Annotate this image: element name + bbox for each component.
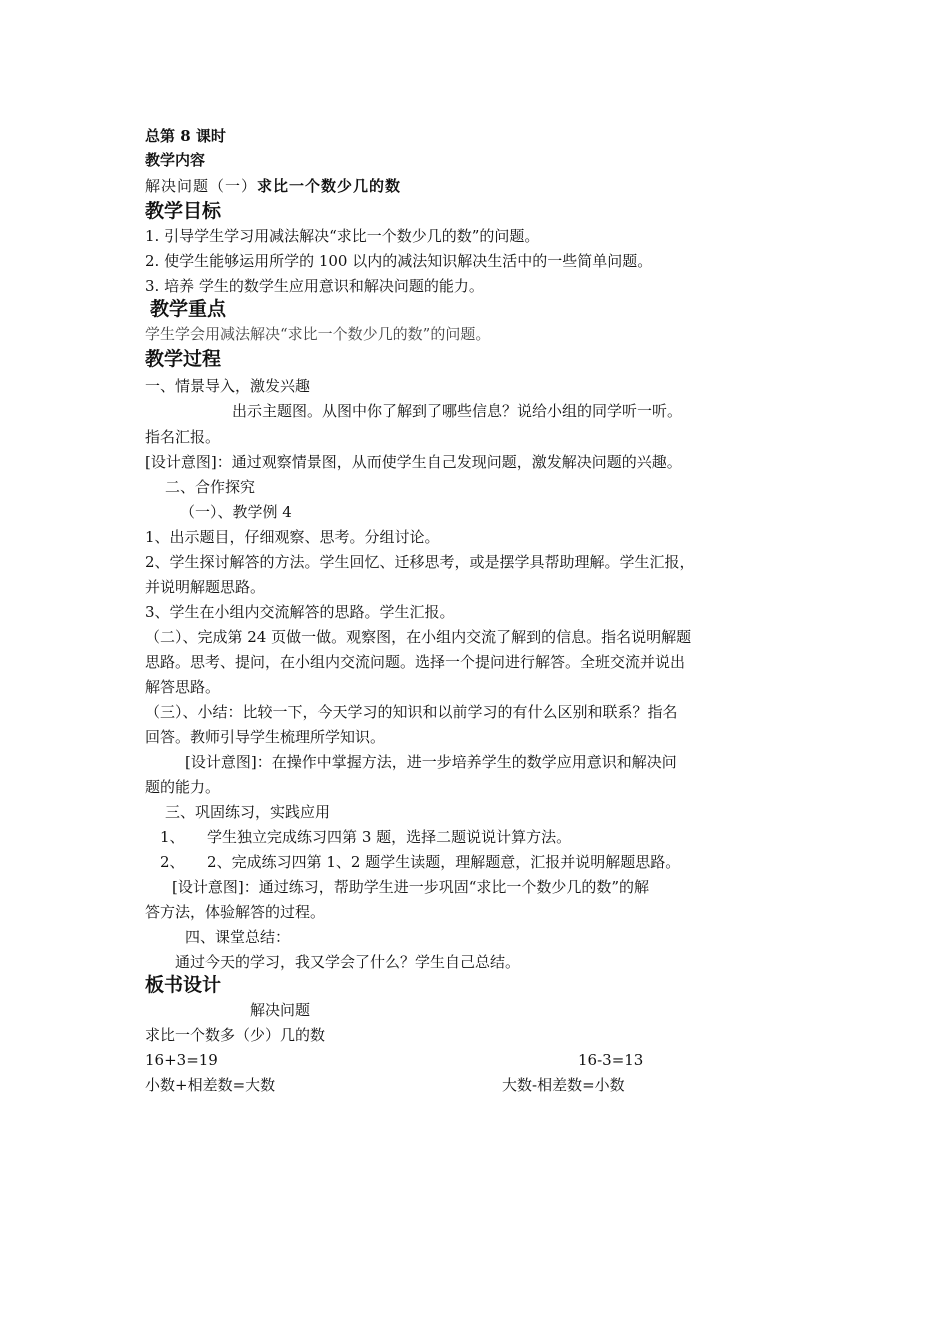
process-line: 答方法，体验解答的过程。 [145, 903, 326, 921]
board-right-equation: 16-3=13 [578, 1051, 644, 1069]
process-line: 四、课堂总结： [185, 928, 291, 946]
process-line: 题的能力。 [145, 778, 221, 796]
process-line: [设计意图]：在操作中掌握方法，进一步培养学生的数学应用意识和解决问 [185, 753, 677, 771]
board-heading: 解决问题 [250, 1001, 311, 1019]
board-right-rule: 大数-相差数=小数 [502, 1076, 625, 1094]
lesson-number: 总第 8 课时 [145, 127, 226, 145]
process-line: 出示主题图。从图中你了解到了哪些信息？说给小组的同学听一听。 [232, 402, 683, 420]
process-line: 2、学生探讨解答的方法。学生回忆、迁移思考，或是摆学具帮助理解。学生汇报， [145, 553, 695, 571]
process-line: [设计意图]：通过练习，帮助学生进一步巩固“求比一个数少几的数”的解 [172, 878, 650, 896]
objective-item: 3. 培养 学生的数学生应用意识和解决问题的能力。 [145, 277, 484, 295]
process-line: 二、合作探究 [165, 478, 256, 496]
process-line: 1、 学生独立完成练习四第 3 题，选择二题说说计算方法。 [160, 828, 572, 846]
process-line: 3、学生在小组内交流解答的思路。学生汇报。 [145, 603, 455, 621]
process-line: 思路。思考、提问，在小组内交流问题。选择一个提问进行解答。全班交流并说出 [145, 653, 686, 671]
process-line: 三、巩固练习，实践应用 [165, 803, 331, 821]
content-label: 教学内容 [145, 151, 206, 169]
process-line: 通过今天的学习，我又学会了什么？学生自己总结。 [175, 953, 521, 971]
process-line: [设计意图]：通过观察情景图，从而使学生自己发现问题，激发解决问题的兴趣。 [145, 453, 682, 471]
objectives-title: 教学目标 [145, 200, 222, 222]
key-point-title: 教学重点 [150, 298, 227, 320]
objective-item: 2. 使学生能够运用所学的 100 以内的减法知识解决生活中的一些简单问题。 [145, 252, 653, 270]
process-line: 解答思路。 [145, 678, 221, 696]
process-title: 教学过程 [145, 348, 222, 370]
board-subheading: 求比一个数多（少）几的数 [145, 1026, 326, 1044]
process-line: 回答。教师引导学生梳理所学知识。 [145, 728, 386, 746]
board-title: 板书设计 [145, 974, 222, 996]
process-line: 1、出示题目，仔细观察、思考。分组讨论。 [145, 528, 440, 546]
process-line: （一）、教学例 4 [180, 503, 292, 521]
objective-item: 1. 引导学生学习用减法解决“求比一个数少几的数”的问题。 [145, 227, 540, 245]
process-line: 并说明解题思路。 [145, 578, 266, 596]
content-topic: 求比一个数少几的数 [257, 177, 402, 195]
board-left-equation: 16+3=19 [145, 1051, 218, 1069]
process-line: 2、 2、完成练习四第 1、2 题学生读题，理解题意，汇报并说明解题思路。 [160, 853, 681, 871]
content-prefix: 解决问题（一） [145, 177, 258, 195]
key-point-text: 学生学会用减法解决“求比一个数少几的数”的问题。 [145, 325, 491, 343]
process-line: （二）、完成第 24 页做一做。观察图，在小组内交流了解到的信息。指名说明解题 [145, 628, 692, 646]
process-line: 一、情景导入，激发兴趣 [145, 377, 311, 395]
process-line: 指名汇报。 [145, 428, 221, 446]
board-left-rule: 小数+相差数=大数 [145, 1076, 276, 1094]
content-line [145, 176, 401, 196]
process-line: （三）、小结：比较一下，今天学习的知识和以前学习的有什么区别和联系？指名 [145, 703, 678, 721]
